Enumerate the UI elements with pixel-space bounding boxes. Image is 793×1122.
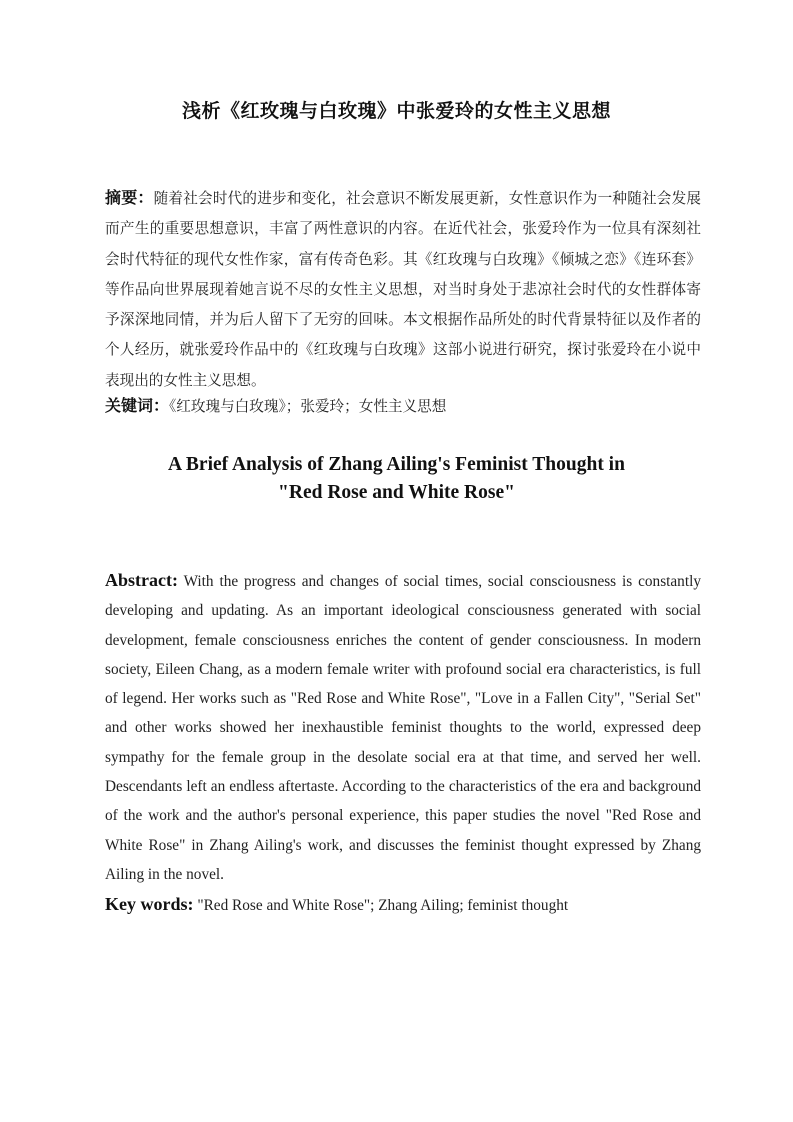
chinese-abstract-text: 随着社会时代的进步和变化，社会意识不断发展更新，女性意识作为一种随社会发展而产生的重要思想意识，丰富了两性意识的内容。在近代社会，张爱玲作为一位具有深刻社会时代特征的现代女性作家，富有传奇色彩。其《红玫瑰与白玫瑰》《倾城之恋》《连环套》等作品向世界展现着她言说不尽的女性主义思想，对当时身处于悲凉社会时代的女性群体寄予深深地同情，并为后人留下了无穷的回味。本文根据作品所处的时代背景特征以及作者的个人经历，就张爱玲作品中的《红玫瑰与白玫瑰》这部小说进行研究，探讨张爱玲在小说中表现出的女性主义思想。 [105, 190, 701, 389]
chinese-keywords-text: 《红玫瑰与白玫瑰》；张爱玲；女性主义思想 [169, 398, 447, 415]
english-title [0, 451, 793, 507]
english-keywords-label: Key words: [105, 894, 194, 914]
chinese-abstract-label: 摘要： [105, 188, 154, 207]
chinese-keywords [105, 392, 701, 421]
english-abstract [105, 566, 701, 889]
english-keywords-text: "Red Rose and White Rose"; Zhang Ailing; feminist thought [197, 897, 569, 914]
english-title-line-1: A Brief Analysis of Zhang Ailing's Feminist Thought in [168, 454, 625, 475]
chinese-abstract [105, 183, 701, 396]
chinese-title: 浅析《红玫瑰与白玫瑰》中张爱玲的女性主义思想 [181, 100, 611, 122]
chinese-keywords-label: 关键词： [105, 396, 170, 415]
english-title-line-2: "Red Rose and White Rose" [278, 482, 515, 503]
english-abstract-label: Abstract: [105, 570, 178, 590]
english-abstract-text: With the progress and changes of social times, social consciousness is constantly developing and updating. As an important ideological consciousness generated with social development, female consciousness enriches the content of gender consciousness. In modern society, Eileen Chang, as a modern female writer with profound social era characteristics, is full of legend. Her works such as "Red Rose and White Rose", "Love in a Fallen City", "Serial Set" and other works showed her inexhaustible feminist thoughts to the world, expressed deep sympathy for the female group in the desolate social era at that time, and served her well. Descendants left an endless aftertaste. According to the characteristics of the era and background of the work and the author's personal experience, this paper studies the novel "Red Rose and White Rose" in Zhang Ailing's work, and discusses the feminist thought expressed by Zhang Ailing in the novel. [105, 573, 701, 883]
english-keywords [105, 890, 701, 920]
